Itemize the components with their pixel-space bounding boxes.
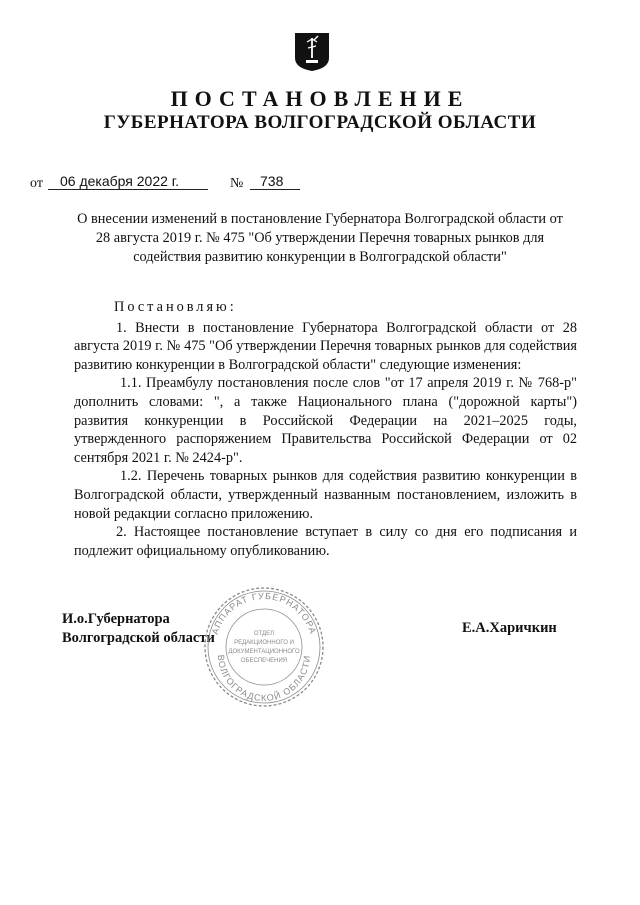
- signatory-name: Е.А.Харичкин: [462, 620, 557, 636]
- stamp-inner-line4: ОБЕСПЕЧЕНИЯ: [240, 658, 288, 664]
- official-stamp: [202, 585, 326, 709]
- svg-text:АППАРАТ ГУБЕРНАТОРА: [210, 591, 318, 636]
- signatory-position-line2: Волгоградской области: [62, 630, 215, 646]
- document-date: 06 декабря 2022 г.: [48, 173, 208, 190]
- number-label: №: [230, 176, 244, 191]
- paragraph-1: 1. Внести в постановление Губернатора Волгоградской области от 28 августа 2019 г. № 475 "Об утверждении Перечня товарных рынков для содействия развитию конкуренции в Волгоградской области" следующие изменения:: [74, 319, 577, 373]
- stamp-text-bottom: ВОЛГОГРАДСКОЙ ОБЛАСТИ: [215, 654, 313, 704]
- signatory-position-line1: И.о.Губернатора: [62, 611, 170, 627]
- document-title: ПОСТАНОВЛЕНИЕ: [170, 86, 470, 111]
- document-body: [74, 298, 577, 560]
- document-number: 738: [250, 173, 300, 190]
- volgograd-emblem-icon: [294, 32, 330, 72]
- date-prefix: от: [30, 176, 43, 191]
- stamp-inner-line1: ОТДЕЛ: [253, 631, 275, 637]
- signatory-position: [62, 610, 215, 648]
- paragraph-1-2: 1.2. Перечень товарных рынков для содействия развитию конкуренции в Волгоградской области, утвержденный названным постановлением, изложить в новой редакции согласно приложению.: [74, 468, 577, 522]
- paragraph-1-1: 1.1. Преамбулу постановления после слов "от 17 апреля 2019 г. № 768-р" дополнить словами: ", а также Национального плана ("дорожной карты") развития конкуренции в Российской Федерации на 2021–2025 годы, утвержденного распоряжением Правительства Российской Федерации от 02 сентября 2021 г. № 2424-р".: [74, 375, 577, 466]
- paragraph-2: 2. Настоящее постановление вступает в силу со дня его подписания и подлежит официальному опубликованию.: [74, 524, 577, 559]
- document-subject: О внесении изменений в постановление Губернатора Волгоградской области от 28 августа 2019 г. № 475 "Об утверждении Перечня товарных рынков для содействия развитию конкуренции в Волгоградской области": [77, 211, 563, 265]
- decree-word: Постановляю:: [114, 299, 237, 315]
- stamp-text-top: АППАРАТ ГУБЕРНАТОРА: [209, 590, 319, 636]
- stamp-inner-line2: РЕДАКЦИОННОГО И: [234, 640, 294, 646]
- document-subtitle: ГУБЕРНАТОРА ВОЛГОГРАДСКОЙ ОБЛАСТИ: [103, 112, 537, 133]
- stamp-inner-line3: ДОКУМЕНТАЦИОННОГО: [228, 649, 300, 655]
